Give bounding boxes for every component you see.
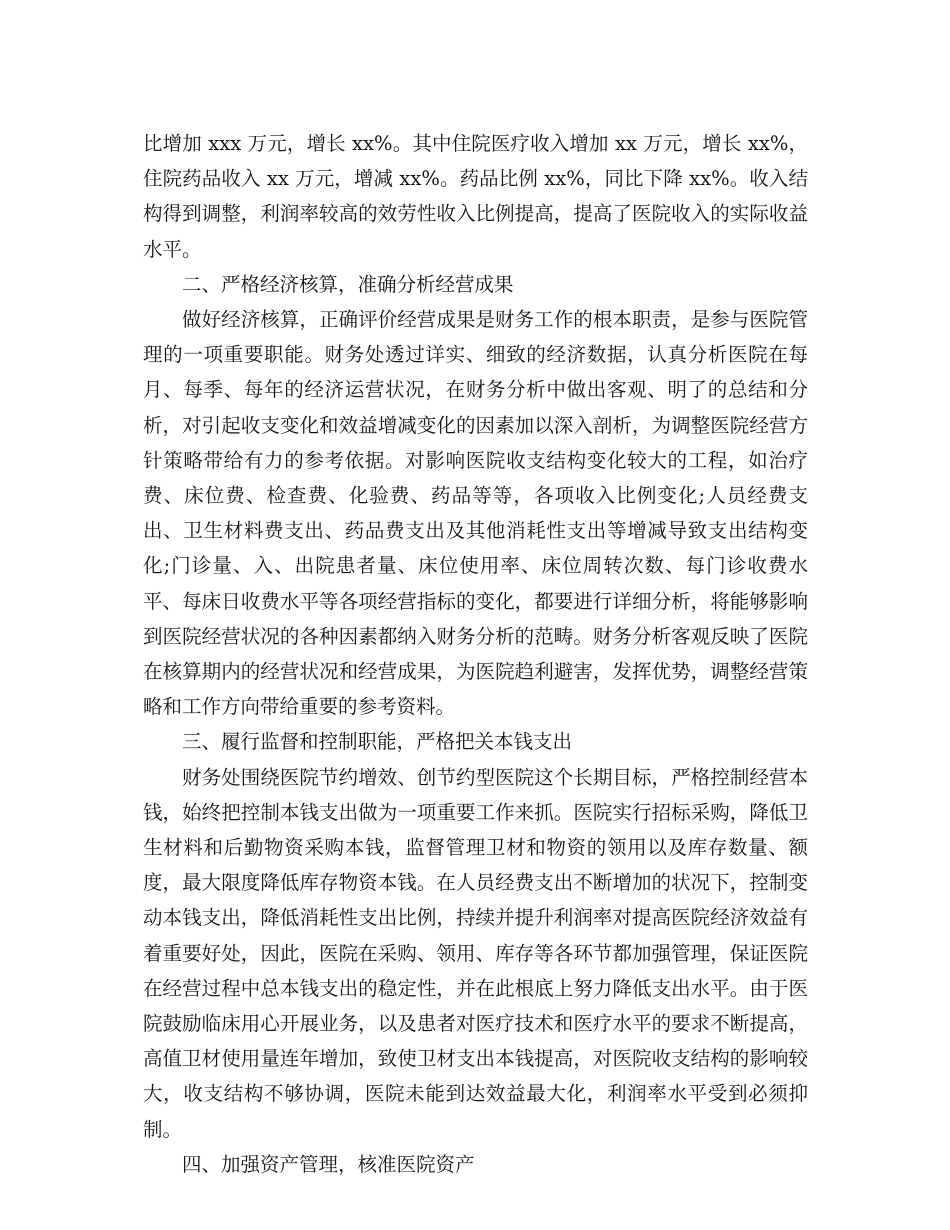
document-body (143, 126, 808, 1182)
section-heading-2: 二、严格经济核算，准确分析经营成果 (182, 272, 514, 296)
paragraph-economic-accounting: 做好经济核算，正确评价经营成果是财务工作的根本职责，是参与医院管理的一项重要职能。财务处透过详实、细致的经济数据，认真分析医院在每月、每季、每年的经济运营状况，在财务分析中做出客观、明了的总结和分析，对引起收支变化和效益增减变化的因素加以深入剖析，为调整医院经营方针策略带给有力的参考依据。对影响医院收支结构变化较大的工程，如治疗费、床位费、检查费、化验费、药品等等，各项收入比例变化;人员经费支出、卫生材料费支出、药品费支出及其他消耗性支出等增减导致支出结构变化;门诊量、入、出院患者量、床位使用率、床位周转次数、每门诊收费水平、每床日收费水平等各项经营指标的变化，都要进行详细分析，将能够影响到医院经营状况的各种因素都纳入财务分析的范畴。财务分析客观反映了医院在核算期内的经营状况和经营成果，为医院趋利避害，发挥优势，调整经营策略和工作方向带给重要的参考资料。 (143, 308, 808, 719)
paragraph-continuation: 比增加 xxx 万元，增长 xx%。其中住院医疗收入增加 xx 万元，增长 xx%，住院药品收入 xx 万元，增减 xx%。药品比例 xx%，同比下降 xx%。收入结构得到调整，利润率较高的效劳性收入比例提高，提高了医院收入的实际收益水平。 (143, 132, 808, 261)
paragraph-cost-control: 财务处围绕医院节约增效、创节约型医院这个长期目标，严格控制经营本钱，始终把控制本钱支出做为一项重要工作来抓。医院实行招标采购，降低卫生材料和后勤物资采购本钱，监督管理卫材和物资的领用以及库存数量、额度，最大限度降低库存物资本钱。在人员经费支出不断增加的状况下，控制变动本钱支出，降低消耗性支出比例，持续并提升利润率对提高医院经济效益有着重要好处，因此，医院在采购、领用、库存等各环节都加强管理，保证医院在经营过程中总本钱支出的稳定性，并在此根底上努力降低支出水平。由于医院鼓励临床用心开展业务，以及患者对医疗技术和医疗水平的要求不断提高，高值卫材使用量连年增加，致使卫材支出本钱提高，对医院收支结构的影响较大，收支结构不够协调，医院未能到达效益最大化，利润率水平受到必须抑制。 (143, 765, 808, 1141)
section-heading-4: 四、加强资产管理，核准医院资产 (182, 1152, 475, 1176)
section-heading-3: 三、履行监督和控制职能，严格把关本钱支出 (182, 730, 573, 754)
